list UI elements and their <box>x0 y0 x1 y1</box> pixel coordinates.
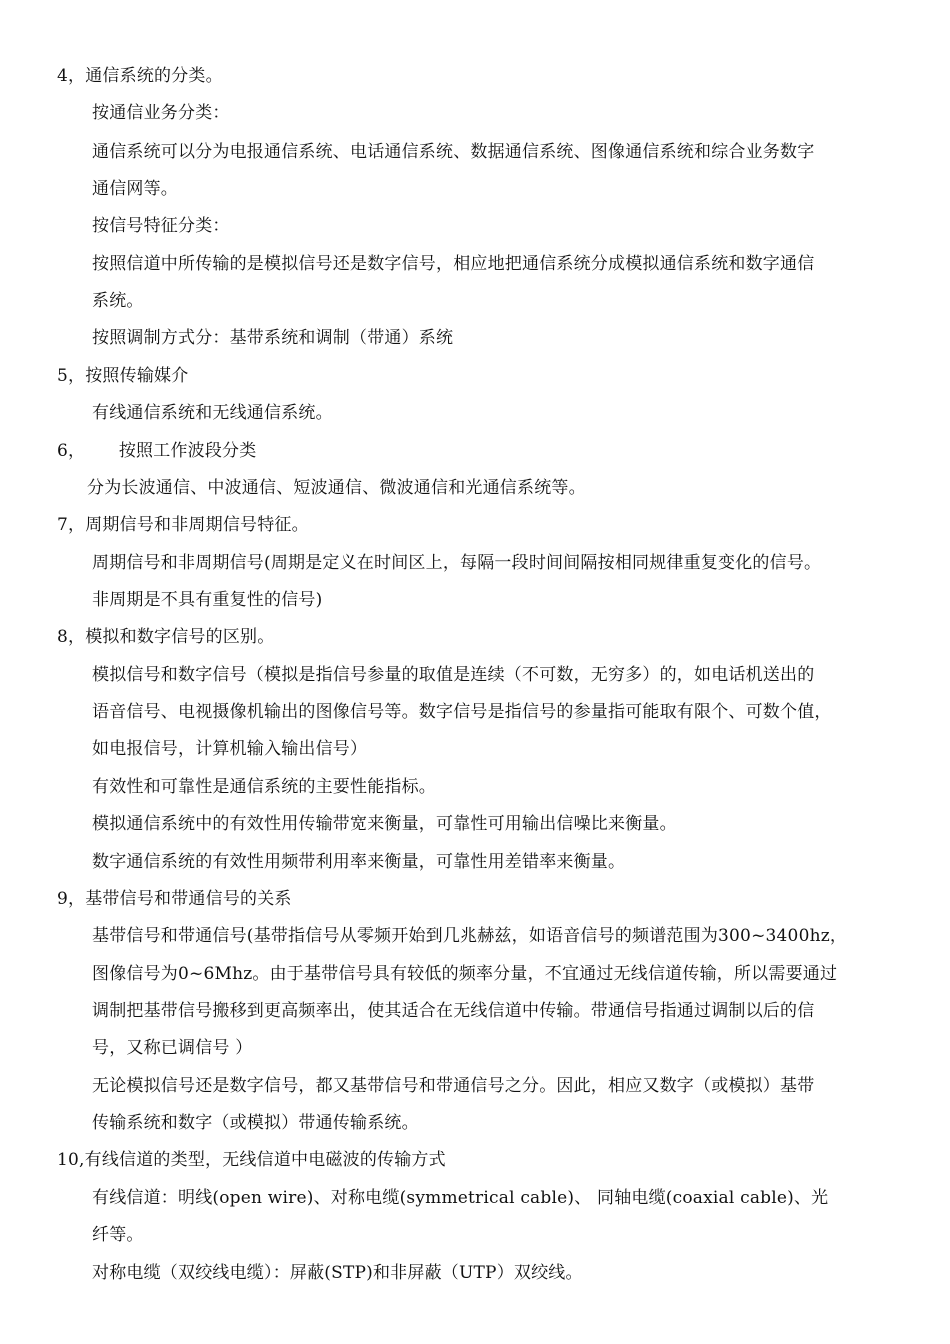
paragraph-line: 按照信道中所传输的是模拟信号还是数字信号，相应地把通信系统分成模拟通信系统和数字通信 <box>92 254 815 274</box>
paragraph-line: 无论模拟信号还是数字信号，都又基带信号和带通信号之分。因此，相应又数字（或模拟）基带 <box>92 1076 815 1096</box>
paragraph-line: 语音信号、电视摄像机输出的图像信号等。数字信号是指信号的参量指可能取有限个、可数个值， <box>92 702 832 722</box>
heading-4: 4，通信系统的分类。 <box>57 66 223 86</box>
paragraph-line: 纤等。 <box>92 1225 144 1245</box>
heading-5: 5，按照传输媒介 <box>57 366 189 386</box>
heading-9: 9，基带信号和带通信号的关系 <box>57 889 292 909</box>
paragraph-line: 模拟通信系统中的有效性用传输带宽来衡量，可靠性可用输出信噪比来衡量。 <box>92 814 677 834</box>
paragraph-line: 数字通信系统的有效性用频带利用率来衡量，可靠性用差错率来衡量。 <box>92 852 626 872</box>
paragraph-line: 分为长波通信、中波通信、短波通信、微波通信和光通信系统等。 <box>87 478 586 498</box>
paragraph-line: 有效性和可靠性是通信系统的主要性能指标。 <box>92 777 436 797</box>
paragraph-line: 基带信号和带通信号(基带指信号从零频开始到几兆赫兹，如语音信号的频谱范围为300~3400hz， <box>92 926 848 946</box>
paragraph-line: 如电报信号，计算机输入输出信号） <box>92 739 368 759</box>
heading-10: 10,有线信道的类型，无线信道中电磁波的传输方式 <box>57 1150 446 1170</box>
heading-7: 7，周期信号和非周期信号特征。 <box>57 515 309 535</box>
paragraph-line: 周期信号和非周期信号(周期是定义在时间区上，每隔一段时间间隔按相同规律重复变化的信号。 <box>92 553 822 573</box>
paragraph-line: 按通信业务分类： <box>92 103 230 123</box>
paragraph-line: 模拟信号和数字信号（模拟是指信号参量的取值是连续（不可数，无穷多）的，如电话机送出的 <box>92 665 815 685</box>
paragraph-line: 按照调制方式分：基带系统和调制（带通）系统 <box>92 328 454 348</box>
paragraph-line: 号，又称已调信号 ） <box>92 1038 253 1058</box>
paragraph-line: 图像信号为0~6Mhz。由于基带信号具有较低的频率分量，不宜通过无线信道传输，所以需要通过 <box>92 964 838 984</box>
paragraph-line: 调制把基带信号搬移到更高频率出，使其适合在无线信道中传输。带通信号指通过调制以后的信 <box>92 1001 815 1021</box>
heading-6: 6， 按照工作波段分类 <box>57 441 257 461</box>
paragraph-line: 有线信道：明线(open wire)、对称电缆(symmetrical cable)、 同轴电缆(coaxial cable)、光 <box>92 1188 829 1208</box>
paragraph-line: 传输系统和数字（或模拟）带通传输系统。 <box>92 1113 419 1133</box>
paragraph-line: 按信号特征分类： <box>92 216 230 236</box>
heading-8: 8，模拟和数字信号的区别。 <box>57 627 275 647</box>
paragraph-line: 通信系统可以分为电报通信系统、电话通信系统、数据通信系统、图像通信系统和综合业务数字 <box>92 142 815 162</box>
paragraph-line: 通信网等。 <box>92 179 178 199</box>
paragraph-line: 非周期是不具有重复性的信号) <box>92 590 323 610</box>
paragraph-line: 对称电缆（双绞线电缆）：屏蔽(STP)和非屏蔽（UTP）双绞线。 <box>92 1263 583 1283</box>
paragraph-line: 有线通信系统和无线通信系统。 <box>92 403 333 423</box>
paragraph-line: 系统。 <box>92 291 144 311</box>
